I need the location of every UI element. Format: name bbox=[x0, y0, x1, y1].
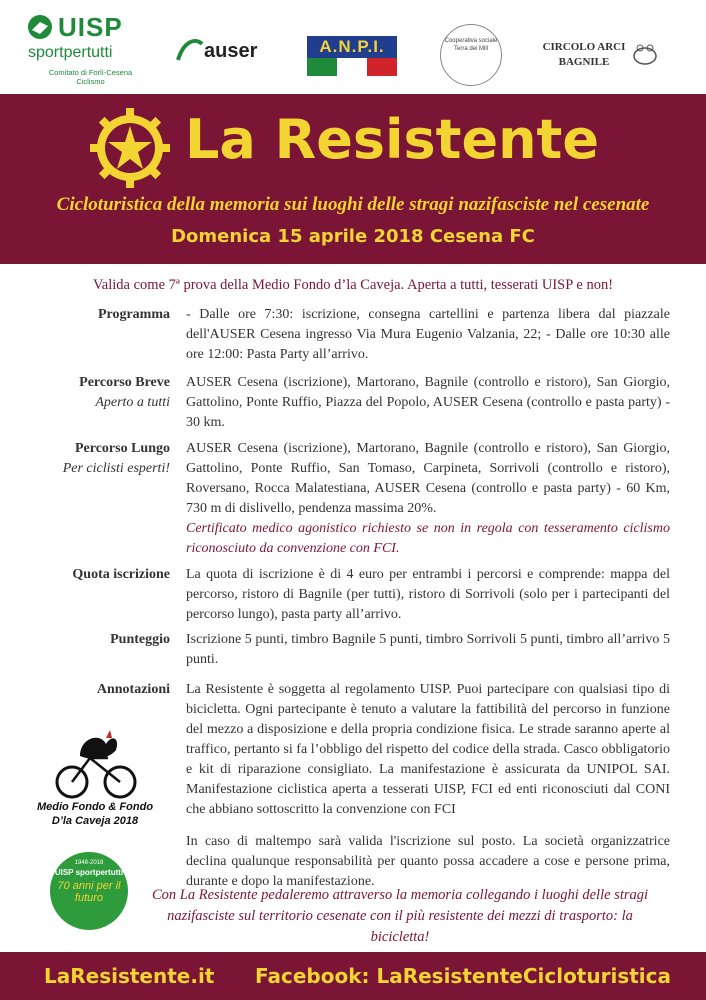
event-date: Domenica 15 aprile 2018 Cesena FC bbox=[171, 226, 535, 247]
gear-star-icon bbox=[90, 108, 170, 188]
uisp-logo-sub: sportpertutti bbox=[28, 44, 113, 61]
annotazioni-label-wrap bbox=[40, 680, 170, 700]
programma-text: - Dalle ore 7:30: iscrizione, consegna cartellini e partenza libera dal piazzale dell'AUSER Cesena ingresso Via Mura Eugenio Valzania, 22; - Dalle ore 10:30 alle ore 12:00: Pasta Party all’arrivo. bbox=[186, 307, 670, 362]
coop-logo-text: Cooperativa sociale Terra dei Mill bbox=[444, 38, 498, 52]
lungo-note: Certificato medico agonistico richiesto se non in regola con tesseramento ciclismo riconosciuto da convenzione con FCI. bbox=[186, 521, 670, 556]
arci-logo: CIRCOLO ARCI BAGNILE bbox=[542, 41, 626, 68]
lungo-block bbox=[186, 439, 670, 559]
uisp-committee: Comitato di Forlì-Cesena Ciclismo bbox=[48, 68, 133, 86]
coop-logo bbox=[440, 24, 502, 86]
event-title: La Resistente bbox=[185, 108, 599, 171]
rooster-bicycle-icon bbox=[50, 728, 140, 800]
lungo-label-wrap bbox=[40, 439, 170, 479]
breve-label: Percorso Breve bbox=[79, 375, 170, 390]
uisp-70-badge bbox=[50, 852, 128, 930]
badge-name: UISP sportpertutti bbox=[54, 868, 124, 877]
uisp-logo-title: UISP bbox=[58, 12, 123, 42]
annotazioni-label: Annotazioni bbox=[96, 682, 170, 697]
badge-years: 1948-2018 bbox=[74, 860, 104, 866]
breve-sublabel: Aperto a tutti bbox=[95, 395, 170, 410]
lungo-label: Percorso Lungo bbox=[74, 441, 170, 456]
breve-label-wrap bbox=[40, 373, 170, 413]
title-banner bbox=[0, 94, 706, 264]
programma-label-wrap bbox=[40, 305, 170, 325]
badge-motto: 70 anni per il futuro bbox=[57, 880, 121, 904]
validity-line: Valida come 7ª prova della Medio Fondo d’la Caveja. Aperta a tutti, tesserati UISP e non! bbox=[92, 277, 614, 293]
anpi-logo-text: A.N.P.I. bbox=[307, 36, 397, 58]
punteggio-label-wrap bbox=[40, 630, 170, 650]
italian-flag-icon bbox=[307, 58, 397, 76]
annotazioni-block bbox=[186, 680, 670, 892]
quota-label-wrap bbox=[40, 565, 170, 585]
auser-logo: auser bbox=[204, 40, 258, 62]
anpi-logo bbox=[307, 36, 397, 76]
event-subtitle: Cicloturistica della memoria sui luoghi delle stragi nazifasciste nel cesenate bbox=[56, 194, 650, 215]
website-link[interactable]: LaResistente.it bbox=[44, 964, 215, 988]
lungo-sublabel: Per ciclisti esperti! bbox=[62, 461, 170, 476]
closing-statement: Con La Resistente pedaleremo attraverso la memoria collegando i luoghi delle stragi nazifasciste sul territorio cesenate con il più resistente dei mezzi di trasporto: la bicicletta! bbox=[151, 887, 649, 945]
lungo-text: AUSER Cesena (iscrizione), Martorano, Bagnile (controllo e ristoro), San Giorgio, Gattolino, Ponte Ruffio, San Tomaso, Carpineta, Sorrivoli (controllo e ristoro), Roversano, Rocca Malatestiana, AUSER Cesena (controllo e pasta party) - 60 Km, 730 m di dislivello, pendenza massima 20%. bbox=[186, 441, 670, 516]
programma-label: Programma bbox=[97, 307, 170, 322]
medio-fondo-logo-text: Medio Fondo & Fondo D’la Caveja 2018 bbox=[36, 801, 154, 827]
breve-text: AUSER Cesena (iscrizione), Martorano, Bagnile (controllo e ristoro), San Giorgio, Gattolino, Ponte Ruffio, Piazza del Popolo, AUSER Cesena (controllo e pasta party) - 30 km. bbox=[186, 375, 670, 430]
quota-text: La quota di iscrizione è di 4 euro per entrambi i percorsi e comprende: mappa del percorso, ristoro di Bagnile (per tutti), ristoro di Sorrivoli (solo per i partecipanti del percorso lungo), pasta party all’arrivo. bbox=[186, 567, 670, 622]
annotazioni-text-2: In caso di maltempo sarà valida l'iscrizione sul posto. La società organizzatrice declina qualunque responsabilità per quanto possa accadere a cose e persone prima, durante e dopo la manifestazione. bbox=[186, 834, 670, 889]
frog-icon bbox=[630, 38, 660, 68]
facebook-link[interactable]: Facebook: LaResistenteCicloturistica bbox=[255, 964, 671, 988]
punteggio-label: Punteggio bbox=[110, 632, 170, 647]
quota-label: Quota iscrizione bbox=[72, 567, 170, 582]
annotazioni-text-1: La Resistente è soggetta al regolamento UISP. Puoi partecipare con qualsiasi tipo di bicicletta. Ogni partecipante è tenuto a valutare la fattibilità del percorso in funzione del mezzo a disposizione e della propria condizione fisica. Le strade saranno aperte al traffico, pertanto si fa l’obbligo del rispetto del codice della strada. Casco obbligatorio e kit di riparazione consigliato. La manifestazione è assicurata da UNIPOL SAI. Manifestazione ciclistica aperta a tesserati UISP, FCI ed enti riconosciuti dal CONI che abbiano sottoscritto la convenzione con FCI bbox=[186, 682, 670, 817]
sponsor-logos bbox=[0, 0, 706, 94]
punteggio-text: Iscrizione 5 punti, timbro Bagnile 5 punti, timbro Sorrivoli 5 punti, timbro all’arrivo 5 punti. bbox=[186, 632, 670, 667]
uisp-runner-icon bbox=[26, 14, 54, 40]
footer-bar bbox=[0, 952, 706, 1000]
auser-swoosh-icon bbox=[174, 36, 204, 64]
